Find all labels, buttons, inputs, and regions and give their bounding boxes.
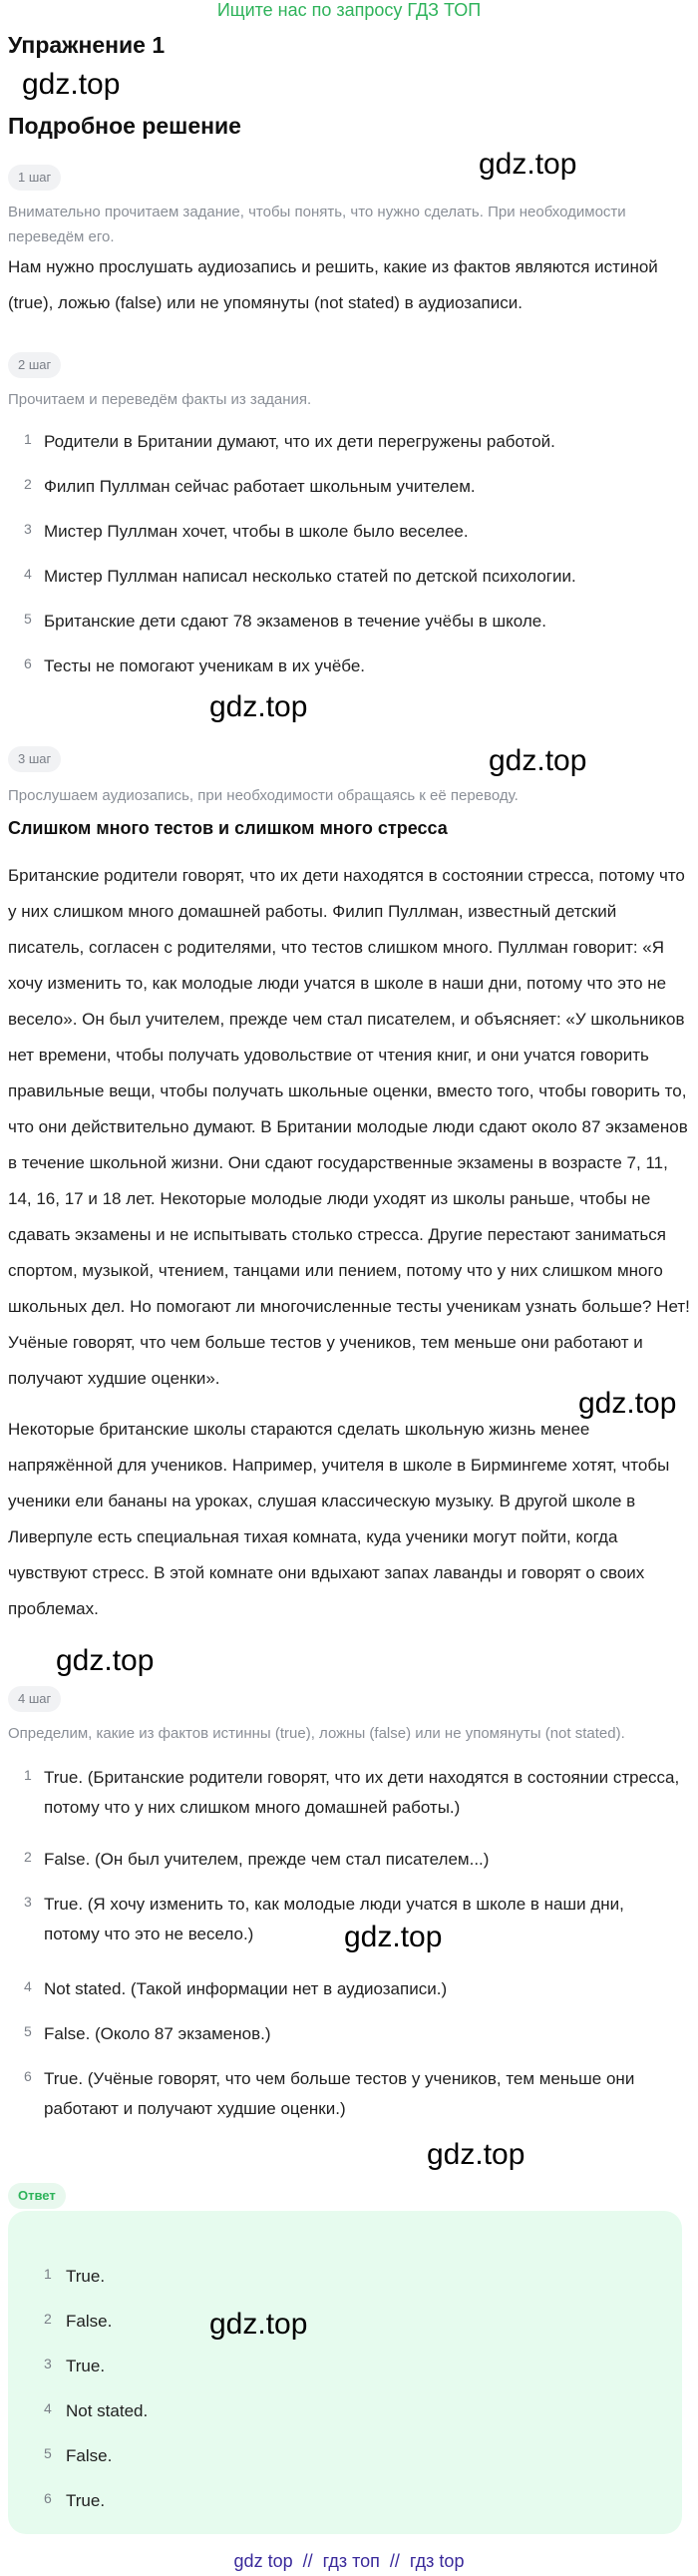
answer-item-number: 3 (44, 2356, 52, 2371)
list-item-number: 6 (24, 655, 32, 671)
list-item: True. (Учёные говорят, что чем больше тестов у учеников, тем меньше они работают и получают худшие оценки.) (44, 2069, 635, 2118)
step-4-hint: Определим, какие из фактов истинны (true), ложны (false) или не упомянуты (not stated). (8, 1725, 625, 1742)
section-heading: Слишком много тестов и слишком много стресса (8, 818, 448, 838)
watermark: gdz.top (209, 2308, 308, 2341)
answer-item-number: 1 (44, 2266, 52, 2282)
answer-item: True. (66, 2491, 106, 2510)
page-title: Упражнение 1 (8, 32, 166, 58)
step-4-badge: 4 шаг (8, 1686, 61, 1712)
step-1-badge: 1 шаг (8, 165, 61, 191)
list-item-number: 3 (24, 1894, 32, 1910)
watermark: gdz.top (56, 1644, 155, 1677)
list-item: False. (Он был учителем, прежде чем стал писателем...) (44, 1850, 490, 1869)
answer-item: False. (66, 2312, 113, 2331)
list-item-number: 3 (24, 521, 32, 537)
list-item: Мистер Пуллман написал несколько статей по детской психологии. (44, 567, 576, 586)
watermark: gdz.top (209, 690, 308, 723)
list-item: Мистер Пуллман хочет, чтобы в школе было веселее. (44, 522, 469, 541)
watermark: gdz.top (578, 1387, 677, 1420)
answer-item-number: 2 (44, 2311, 52, 2327)
answer-item: Not stated. (66, 2401, 149, 2420)
list-item: Тесты не помогают ученикам в их учёбе. (44, 656, 366, 675)
list-item-number: 1 (24, 1767, 32, 1783)
list-item-number: 1 (24, 431, 32, 447)
answer-item-number: 5 (44, 2445, 52, 2461)
list-item: Британские дети сдают 78 экзаменов в течение учёбы в школе. (44, 612, 546, 631)
solution-heading: Подробное решение (8, 113, 241, 139)
watermark: gdz.top (489, 744, 587, 777)
list-item: Not stated. (Такой информации нет в аудиозаписи.) (44, 1979, 448, 1998)
watermark: gdz.top (479, 148, 577, 181)
list-item: Филип Пуллман сейчас работает школьным учителем. (44, 477, 476, 496)
watermark: gdz.top (344, 1921, 443, 1953)
step-2-hint: Прочитаем и переведём факты из задания. (8, 391, 312, 408)
footer-links[interactable]: gdz top // гдз топ // гдз top (233, 2551, 465, 2571)
top-banner: Ищите нас по запросу ГДЗ ТОП (216, 0, 482, 20)
step-3-paragraph-1: Британские родители говорят, что их дети находятся в состоянии стресса, потому что у них слишком много домашней работы. Филип Пуллман, известный детский писатель, согласен с родителями, что тестов слишком много. Пуллман говорит: «Я хочу изменить то, как молодые люди учатся в школе в наши дни, потому что это не весело». Он был учителем, прежде чем стал писателем, и объясняет: «У школьников нет времени, чтобы получать удовольствие от чтения книг, и они учатся говорить правильные вещи, чтобы получать школьные оценки, вместо того, чтобы говорить то, что они действительно думают. В Британии молодые люди сдают около 87 экзаменов в течение школьной жизни. Они сдают государственные экзамены в возрасте 7, 11, 14, 16, 17 и 18 лет. Некоторые молодые люди уходят из школы раньше, чтобы не сдавать экзамены и не испытывать столько стресса. Другие перестают заниматься спортом, музыкой, чтением, танцами или пением, потому что у них слишком много школьных дел. Но помогают ли многочисленные тесты ученикам узнать больше? Нет! Учёные говорят, что чем больше тестов у учеников, тем меньше они работают и получают худшие оценки». (8, 866, 690, 1388)
list-item: Родители в Британии думают, что их дети перегружены работой. (44, 432, 555, 451)
watermark: gdz.top (22, 68, 121, 101)
step-1-text: Нам нужно прослушать аудиозапись и решить, какие из фактов являются истиной (true), ложью (false) или не упомянуты (not stated) в аудиозаписи. (8, 257, 658, 312)
list-item-number: 2 (24, 1849, 32, 1865)
step-3-hint: Прослушаем аудиозапись, при необходимости обращаясь к её переводу. (8, 787, 519, 804)
step-3-paragraph-2: Некоторые британские школы стараются сделать школьную жизнь менее напряжённой для учеников. Например, учителя в школе в Бирмингеме хотят, чтобы ученики ели бананы на уроках, слушая классическую музыку. В другой школе в Ливерпуле есть специальная тихая комната, куда ученики могут пойти, когда чувствуют стресс. В этой комнате они вдыхают запах лаванды и говорят о своих проблемах. (8, 1420, 670, 1618)
list-item-number: 4 (24, 566, 32, 582)
list-item-number: 6 (24, 2068, 32, 2084)
step-1-hint: Внимательно прочитаем задание, чтобы понять, что нужно сделать. При необходимости переведём его. (8, 204, 626, 245)
answer-item: False. (66, 2446, 113, 2465)
answer-item: True. (66, 2357, 106, 2375)
list-item: False. (Около 87 экзаменов.) (44, 2024, 271, 2043)
step-3-badge: 3 шаг (8, 746, 61, 772)
list-item: True. (Я хочу изменить то, как молодые люди учатся в школе в наши дни, потому что это не весело.) (44, 1895, 624, 1943)
list-item: True. (Британские родители говорят, что их дети находятся в состоянии стресса, потому что у них слишком много домашней работы.) (44, 1768, 680, 1817)
answer-item-number: 4 (44, 2400, 52, 2416)
answer-box (8, 2211, 682, 2534)
step-2-badge: 2 шаг (8, 352, 61, 378)
list-item-number: 2 (24, 476, 32, 492)
watermark: gdz.top (427, 2138, 525, 2171)
answer-item-number: 6 (44, 2490, 52, 2506)
answer-item: True. (66, 2267, 106, 2286)
answer-badge: Ответ (8, 2183, 66, 2209)
list-item-number: 4 (24, 1978, 32, 1994)
list-item-number: 5 (24, 611, 32, 627)
list-item-number: 5 (24, 2023, 32, 2039)
